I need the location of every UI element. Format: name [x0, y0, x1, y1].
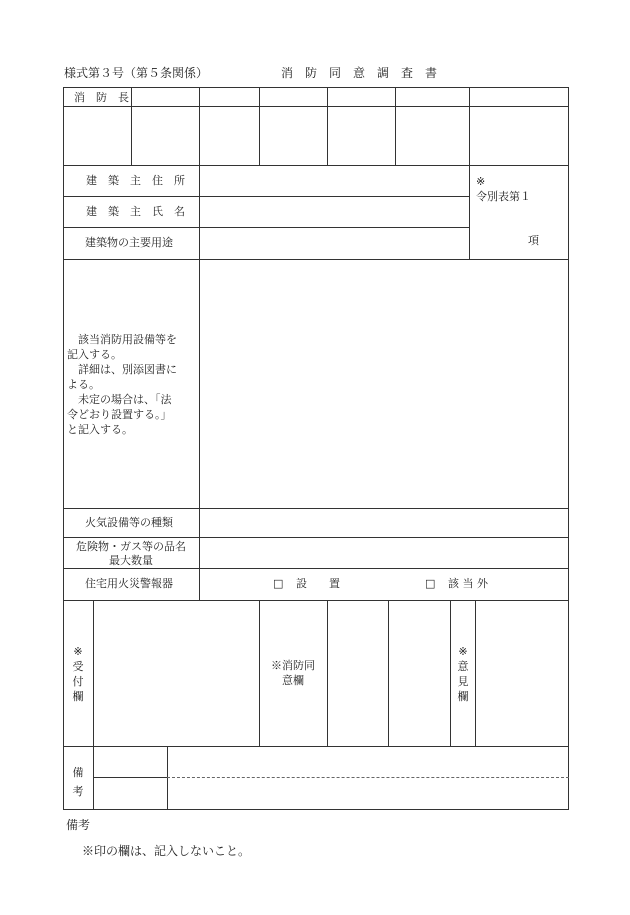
divider — [63, 165, 569, 166]
footnote-text: ※印の欄は、記入しないこと。 — [82, 844, 251, 858]
divider — [93, 777, 167, 778]
opinion-char: 欄 — [457, 689, 469, 703]
owner-address-label: 建 築 主 住 所 — [86, 174, 185, 187]
divider — [199, 87, 200, 165]
reception-char: 受 — [72, 659, 84, 673]
remarks-cell-label — [71, 764, 85, 801]
fire-equipment-label: 火気設備等の種類 — [85, 516, 173, 529]
divider — [327, 87, 328, 165]
instructions — [67, 332, 177, 437]
order-table-label: 令別表第１ — [476, 190, 531, 203]
consent-label-2: 意欄 — [282, 674, 304, 687]
divider — [63, 537, 569, 538]
opinion-label — [456, 645, 470, 704]
divider — [131, 87, 132, 165]
order-table-mark: ※ — [476, 175, 486, 188]
divider — [469, 165, 470, 259]
main-use-label: 建築物の主要用途 — [85, 236, 173, 249]
consent-label-1: ※消防同 — [271, 659, 315, 672]
divider — [63, 106, 569, 107]
instruction-line: 令どおり設置する。」 — [67, 408, 172, 421]
alarm-label: 住宅用火災警報器 — [85, 577, 173, 590]
instruction-line: 詳細は、別添図書に — [67, 363, 177, 376]
divider — [93, 600, 94, 810]
page-title: 消 防 同 意 調 査 書 — [281, 66, 438, 80]
divider — [199, 165, 200, 259]
reception-char: 欄 — [72, 689, 84, 703]
divider — [199, 259, 200, 600]
option-installed: 設 置 — [296, 577, 340, 590]
hazmat-label-2: 最大数量 — [109, 554, 153, 567]
reception-char: ※ — [73, 645, 83, 658]
divider — [259, 87, 260, 165]
instruction-line: 未定の場合は、「法 — [67, 393, 172, 406]
divider — [63, 600, 569, 601]
divider — [63, 196, 469, 197]
footnote-title: 備考 — [66, 818, 91, 832]
option-not-applicable: 該 当 外 — [448, 577, 488, 590]
divider — [469, 87, 470, 165]
divider — [450, 600, 451, 746]
divider — [63, 746, 569, 747]
remarks-char: 考 — [72, 784, 84, 798]
divider — [259, 600, 260, 746]
divider — [395, 87, 396, 165]
divider — [388, 600, 389, 746]
instruction-line: と記入する。 — [67, 423, 133, 436]
opinion-char: ※ — [458, 645, 468, 658]
dashed-divider — [167, 777, 569, 778]
reception-char: 付 — [72, 674, 84, 688]
divider — [475, 600, 476, 746]
divider — [63, 259, 569, 260]
checkbox-not-applicable[interactable]: □ — [425, 577, 436, 590]
opinion-char: 意 — [457, 659, 469, 673]
divider — [63, 227, 469, 228]
hazmat-label-1: 危険物・ガス等の品名 — [76, 540, 186, 553]
opinion-char: 見 — [457, 674, 469, 688]
instruction-line: 記入する。 — [67, 348, 122, 361]
owner-name-label: 建 築 主 氏 名 — [86, 205, 185, 218]
divider — [167, 746, 168, 810]
remarks-char: 備 — [72, 766, 84, 779]
divider — [63, 568, 569, 569]
reception-label — [71, 645, 85, 704]
instruction-line: よる。 — [67, 378, 100, 391]
divider — [327, 600, 328, 746]
instruction-line: 該当消防用設備等を — [67, 333, 177, 346]
form-id: 様式第３号（第５条関係） — [64, 66, 209, 80]
chief-label: 消 防 長 — [74, 91, 129, 104]
order-table-unit: 項 — [528, 234, 539, 247]
divider — [63, 508, 569, 509]
checkbox-installed[interactable]: □ — [273, 577, 284, 590]
